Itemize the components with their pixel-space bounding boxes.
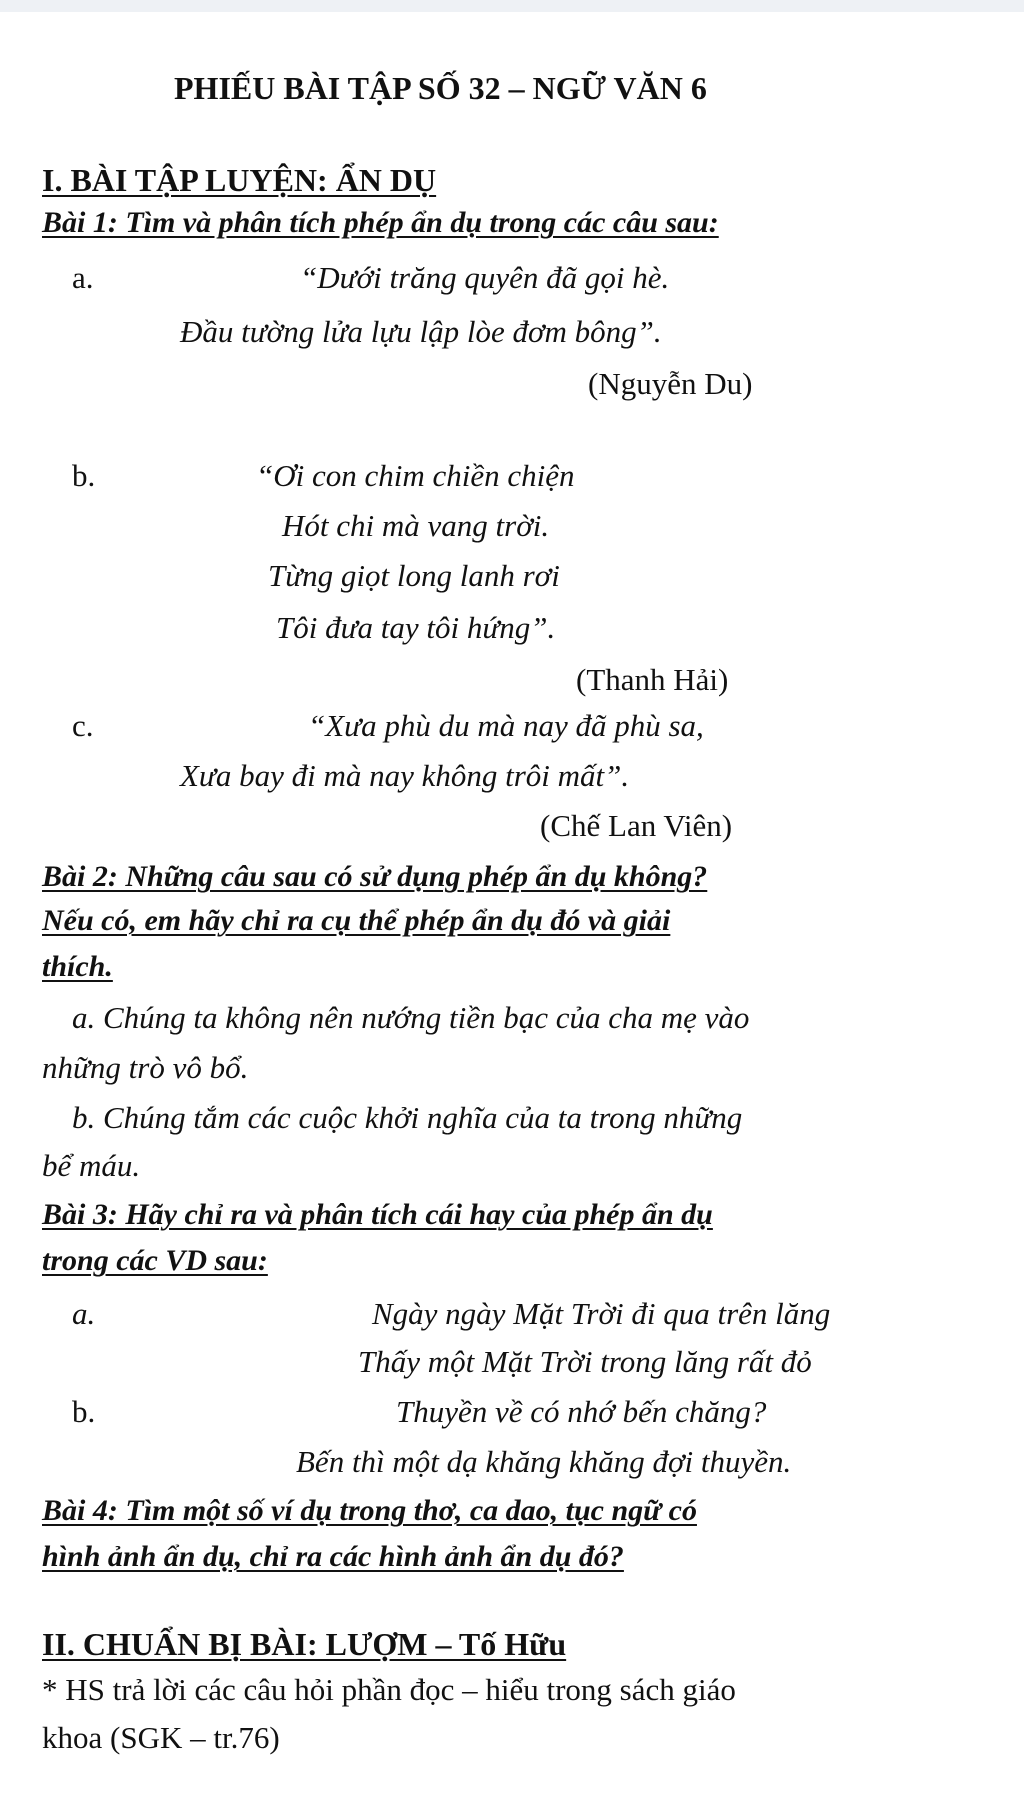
- ex1-b-author: (Thanh Hải): [576, 662, 729, 697]
- ex3-a-line-2: Thấy một Mặt Trời trong lăng rất đỏ: [358, 1344, 812, 1379]
- exercise-3-heading-line-1: Bài 3: Hãy chỉ ra và phân tích cái hay của phép ẩn dụ: [42, 1198, 713, 1231]
- exercise-2-heading-line-2: Nếu có, em hãy chỉ ra cụ thể phép ẩn dụ đó và giải: [42, 904, 671, 937]
- ex1-c-author: (Chế Lan Viên): [540, 808, 733, 843]
- ex1-b-line-3: Từng giọt long lanh rơi: [268, 558, 560, 593]
- exercise-2-heading-line-1: Bài 2: Những câu sau có sử dụng phép ẩn dụ không?: [42, 860, 708, 893]
- ex2-a-line-1: a. Chúng ta không nên nướng tiền bạc của cha mẹ vào: [72, 1000, 750, 1035]
- ex3-b-line-1: Thuyền về có nhớ bến chăng?: [396, 1394, 767, 1429]
- page-title: PHIẾU BÀI TẬP SỐ 32 – NGỮ VĂN 6: [174, 70, 707, 106]
- exercise-1-heading: Bài 1: Tìm và phân tích phép ẩn dụ trong các câu sau:: [42, 206, 719, 239]
- ex1-a-line-2: Đầu tường lửa lựu lập lòe đơm bông”.: [180, 314, 662, 349]
- section-2-line-1: * HS trả lời các câu hỏi phần đọc – hiểu trong sách giáo: [42, 1672, 736, 1707]
- ex1-a-line-1: “Dưới trăng quyên đã gọi hè.: [300, 260, 670, 295]
- ex2-b-line-2: bể máu.: [42, 1148, 141, 1183]
- ex1-b-marker: b.: [72, 458, 96, 493]
- ex3-b-marker: b.: [72, 1394, 96, 1429]
- ex1-c-line-2: Xưa bay đi mà nay không trôi mất”.: [180, 758, 630, 793]
- ex1-a-marker: a.: [72, 260, 94, 295]
- exercise-4-heading-line-2: hình ảnh ẩn dụ, chỉ ra các hình ảnh ẩn dụ đó?: [42, 1540, 624, 1573]
- exercise-4-heading-line-1: Bài 4: Tìm một số ví dụ trong thơ, ca dao, tục ngữ có: [42, 1494, 697, 1527]
- ex1-b-line-2: Hót chi mà vang trời.: [282, 508, 550, 543]
- section-2-heading: II. CHUẨN BỊ BÀI: LƯỢM – Tố Hữu: [42, 1626, 567, 1662]
- section-2-line-2: khoa (SGK – tr.76): [42, 1720, 280, 1755]
- ex1-c-line-1: “Xưa phù du mà nay đã phù sa,: [308, 708, 704, 743]
- ex1-b-line-1: “Ơi con chim chiền chiện: [256, 458, 575, 493]
- ex2-a-line-2: những trò vô bổ.: [42, 1050, 249, 1085]
- ex3-b-line-2: Bến thì một dạ khăng khăng đợi thuyền.: [296, 1444, 792, 1479]
- ex1-b-line-4: Tôi đưa tay tôi hứng”.: [276, 610, 556, 645]
- ex3-a-line-1: Ngày ngày Mặt Trời đi qua trên lăng: [372, 1296, 831, 1331]
- ex1-c-marker: c.: [72, 708, 94, 743]
- ex1-a-author: (Nguyễn Du): [588, 366, 753, 401]
- section-1-heading: I. BÀI TẬP LUYỆN: ẨN DỤ: [42, 162, 437, 198]
- exercise-2-heading-line-3: thích.: [42, 950, 113, 983]
- ex3-a-marker: a.: [72, 1296, 96, 1331]
- exercise-3-heading-line-2: trong các VD sau:: [42, 1244, 268, 1277]
- ex2-b-line-1: b. Chúng tắm các cuộc khởi nghĩa của ta trong những: [72, 1100, 743, 1135]
